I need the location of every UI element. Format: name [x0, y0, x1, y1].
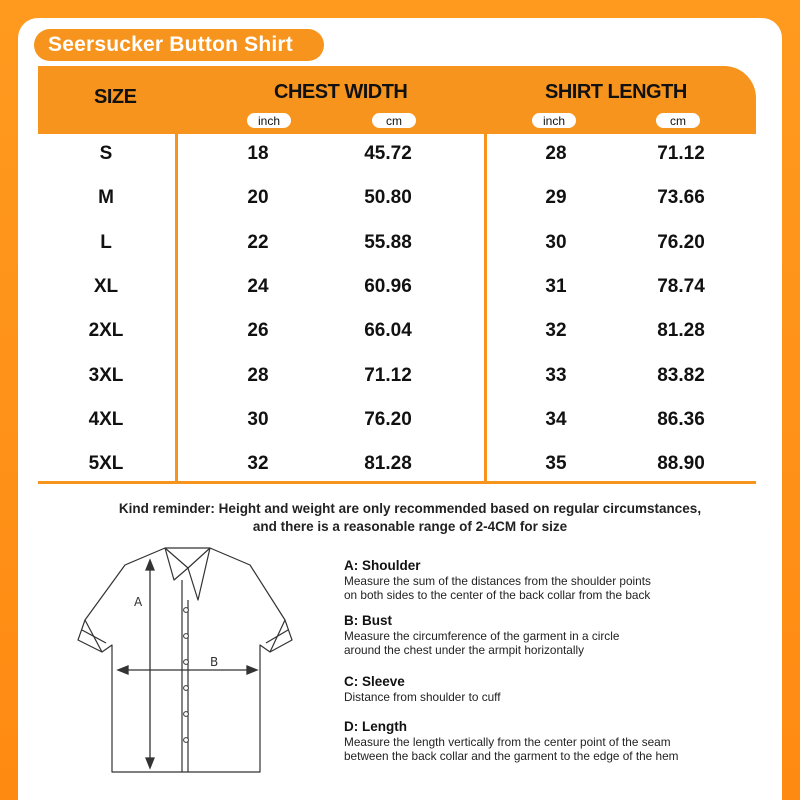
cell-chest-cm: 66.04	[364, 320, 412, 342]
column-divider	[175, 134, 178, 482]
definition-text: on both sides to the center of the back collar from the back	[344, 588, 651, 602]
cell-chest-cm: 76.20	[364, 408, 412, 430]
definition-text: between the back collar and the garment to the edge of the hem	[344, 749, 679, 763]
cell-chest-inch: 18	[247, 143, 269, 164]
button-dot	[184, 686, 189, 691]
cell-length-inch: 28	[545, 143, 567, 164]
column-divider	[484, 134, 487, 482]
cell-length-cm: 73.66	[657, 187, 705, 209]
unit-chest-cm: cm	[372, 113, 416, 128]
page-title-text: Seersucker Button Shirt	[48, 33, 293, 56]
cell-length-cm: 71.12	[657, 143, 705, 164]
definition-item	[344, 557, 764, 602]
cell-chest-inch: 26	[247, 320, 269, 342]
button-dot	[184, 712, 189, 717]
button-dot	[184, 608, 189, 613]
definition-text: Measure the length vertically from the center point of the seam	[344, 735, 671, 749]
definition-title: D: Length	[344, 719, 407, 734]
cell-length-inch: 32	[545, 320, 567, 342]
definition-text: Measure the sum of the distances from the shoulder points	[344, 574, 651, 588]
cell-length-cm: 76.20	[657, 231, 705, 253]
definition-title: C: Sleeve	[344, 674, 405, 689]
definition-text: Measure the circumference of the garment in a circle	[344, 629, 620, 643]
definition-title: B: Bust	[344, 613, 392, 628]
cell-chest-inch: 20	[247, 187, 269, 209]
cell-size: 4XL	[88, 408, 124, 430]
cell-length-inch: 35	[545, 453, 567, 475]
cell-chest-cm: 60.96	[364, 275, 412, 297]
definition-item	[344, 718, 764, 763]
cell-size: 2XL	[88, 320, 124, 342]
definition-text: Distance from shoulder to cuff	[344, 690, 501, 704]
button-dot	[184, 738, 189, 743]
page-title	[34, 29, 324, 61]
cell-length-inch: 29	[545, 187, 567, 209]
definition-title: A: Shoulder	[344, 558, 421, 573]
cell-chest-cm: 45.72	[364, 143, 412, 164]
cell-chest-cm: 71.12	[364, 364, 412, 386]
cell-chest-inch: 24	[247, 275, 269, 297]
label-b: B	[210, 655, 219, 669]
reminder-line: Kind reminder: Height and weight are only recommended based on regular circumstances,	[118, 501, 702, 516]
unit-length-cm: cm	[656, 113, 700, 128]
cell-size: S	[99, 143, 113, 164]
header-chest-width: CHEST WIDTH	[274, 81, 408, 103]
cell-length-cm: 88.90	[657, 453, 705, 475]
cell-length-cm: 81.28	[657, 320, 705, 342]
label-a: A	[134, 595, 143, 609]
definition-item	[344, 612, 764, 657]
cell-chest-cm: 81.28	[364, 453, 412, 475]
definition-text: around the chest under the armpit horizontally	[344, 643, 585, 657]
unit-length-inch: inch	[532, 113, 576, 128]
cell-length-inch: 34	[545, 408, 567, 430]
button-dot	[184, 634, 189, 639]
cell-chest-inch: 30	[247, 408, 269, 430]
cell-chest-inch: 32	[247, 453, 269, 475]
shirt-measurement-diagram	[70, 540, 300, 780]
cell-length-inch: 30	[545, 231, 567, 253]
cell-size: XL	[93, 275, 119, 297]
cell-size: L	[100, 231, 112, 253]
unit-chest-inch: inch	[247, 113, 291, 128]
header-shirt-length: SHIRT LENGTH	[545, 81, 687, 103]
cell-length-inch: 31	[545, 275, 567, 297]
cell-size: 5XL	[88, 453, 124, 475]
header-size: SIZE	[94, 86, 137, 108]
measurement-definitions	[344, 557, 764, 773]
cell-chest-inch: 28	[247, 364, 269, 386]
cell-length-cm: 86.36	[657, 408, 705, 430]
cell-chest-cm: 50.80	[364, 187, 412, 209]
cell-size: 3XL	[88, 364, 124, 386]
cell-size: M	[98, 187, 114, 209]
cell-length-cm: 78.74	[657, 275, 705, 297]
definition-item	[344, 673, 764, 704]
kind-reminder	[40, 500, 780, 536]
cell-length-cm: 83.82	[657, 364, 705, 386]
cell-chest-inch: 22	[247, 231, 269, 253]
reminder-line: and there is a reasonable range of 2-4CM for size	[252, 519, 568, 534]
cell-length-inch: 33	[545, 364, 567, 386]
cell-chest-cm: 55.88	[364, 231, 412, 253]
button-dot	[184, 660, 189, 665]
